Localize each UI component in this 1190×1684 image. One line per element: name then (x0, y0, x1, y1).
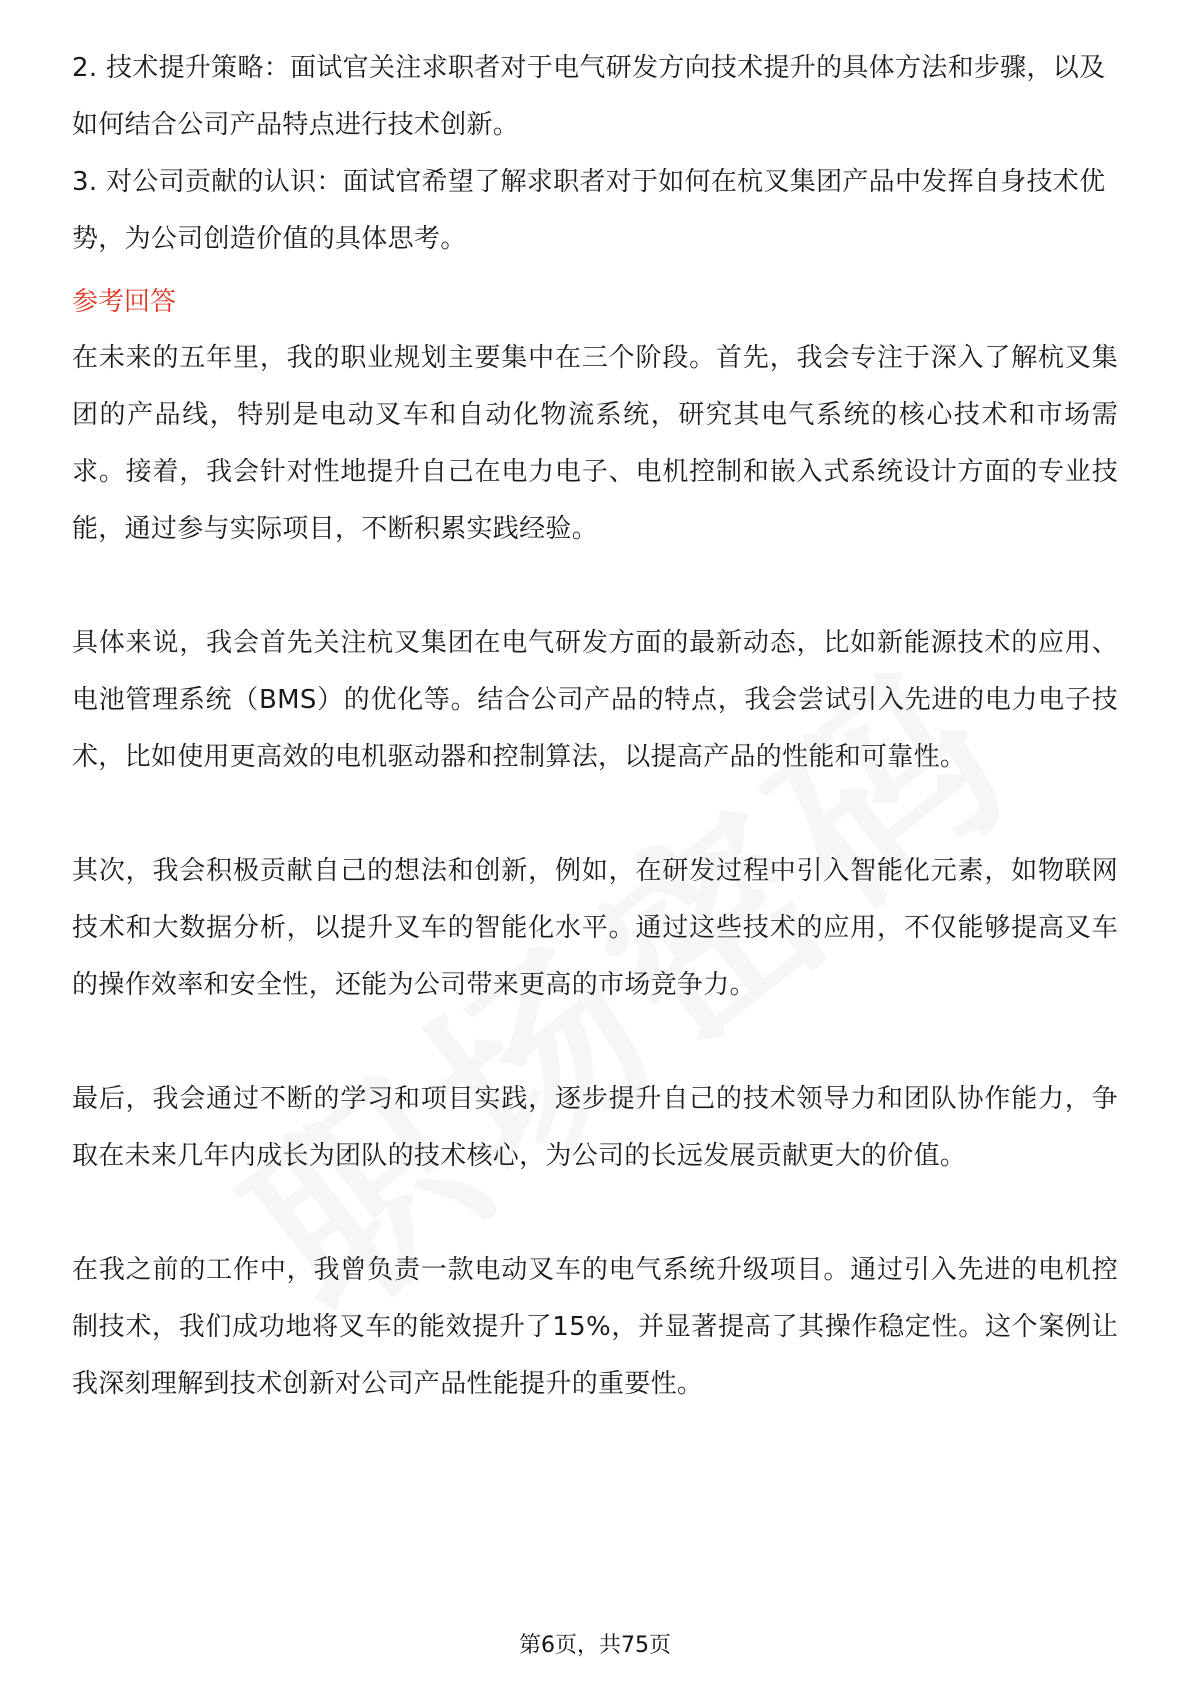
section-heading: 参考回答 (72, 287, 177, 317)
paragraph-gap (72, 1014, 1118, 1071)
document-page (72, 40, 1118, 1413)
answer-paragraph-3: 其次，我会积极贡献自己的想法和创新，例如，在研发过程中引入智能化元素，如物联网技术和大数据分析，以提升叉车的智能化水平。通过这些技术的应用，不仅能够提高叉车的操作效率和安全性，还能为公司带来更高的市场竞争力。 (72, 856, 1118, 1000)
answer-paragraph-2: 具体来说，我会首先关注杭叉集团在电气研发方面的最新动态，比如新能源技术的应用、电池管理系统（BMS）的优化等。结合公司产品的特点，我会尝试引入先进的电力电子技术，比如使用更高效的电机驱动器和控制算法，以提高产品的性能和可靠性。 (72, 628, 1118, 772)
answer-paragraph-1: 在未来的五年里，我的职业规划主要集中在三个阶段。首先，我会专注于深入了解杭叉集团的产品线，特别是电动叉车和自动化物流系统，研究其电气系统的核心技术和市场需求。接着，我会针对性地提升自己在电力电子、电机控制和嵌入式系统设计方面的专业技能，通过参与实际项目，不断积累实践经验。 (72, 343, 1118, 544)
answer-paragraph-5: 在我之前的工作中，我曾负责一款电动叉车的电气系统升级项目。通过引入先进的电机控制技术，我们成功地将叉车的能效提升了15%，并显著提高了其操作稳定性。这个案例让我深刻理解到技术创新对公司产品性能提升的重要性。 (72, 1255, 1118, 1399)
list-item-contribution: 3. 对公司贡献的认识：面试官希望了解求职者对于如何在杭叉集团产品中发挥自身技术优势，为公司创造价值的具体思考。 (72, 167, 1106, 254)
list-item-strategy: 2. 技术提升策略：面试官关注求职者对于电气研发方向技术提升的具体方法和步骤，以及如何结合公司产品特点进行技术创新。 (72, 53, 1106, 140)
page-number-footer: 第6页，共75页 (519, 1633, 671, 1658)
paragraph-gap (72, 1185, 1118, 1242)
paragraph-gap (72, 786, 1118, 843)
paragraph-gap (72, 558, 1118, 615)
answer-paragraph-4: 最后，我会通过不断的学习和项目实践，逐步提升自己的技术领导力和团队协作能力，争取在未来几年内成长为团队的技术核心，为公司的长远发展贡献更大的价值。 (72, 1084, 1118, 1171)
